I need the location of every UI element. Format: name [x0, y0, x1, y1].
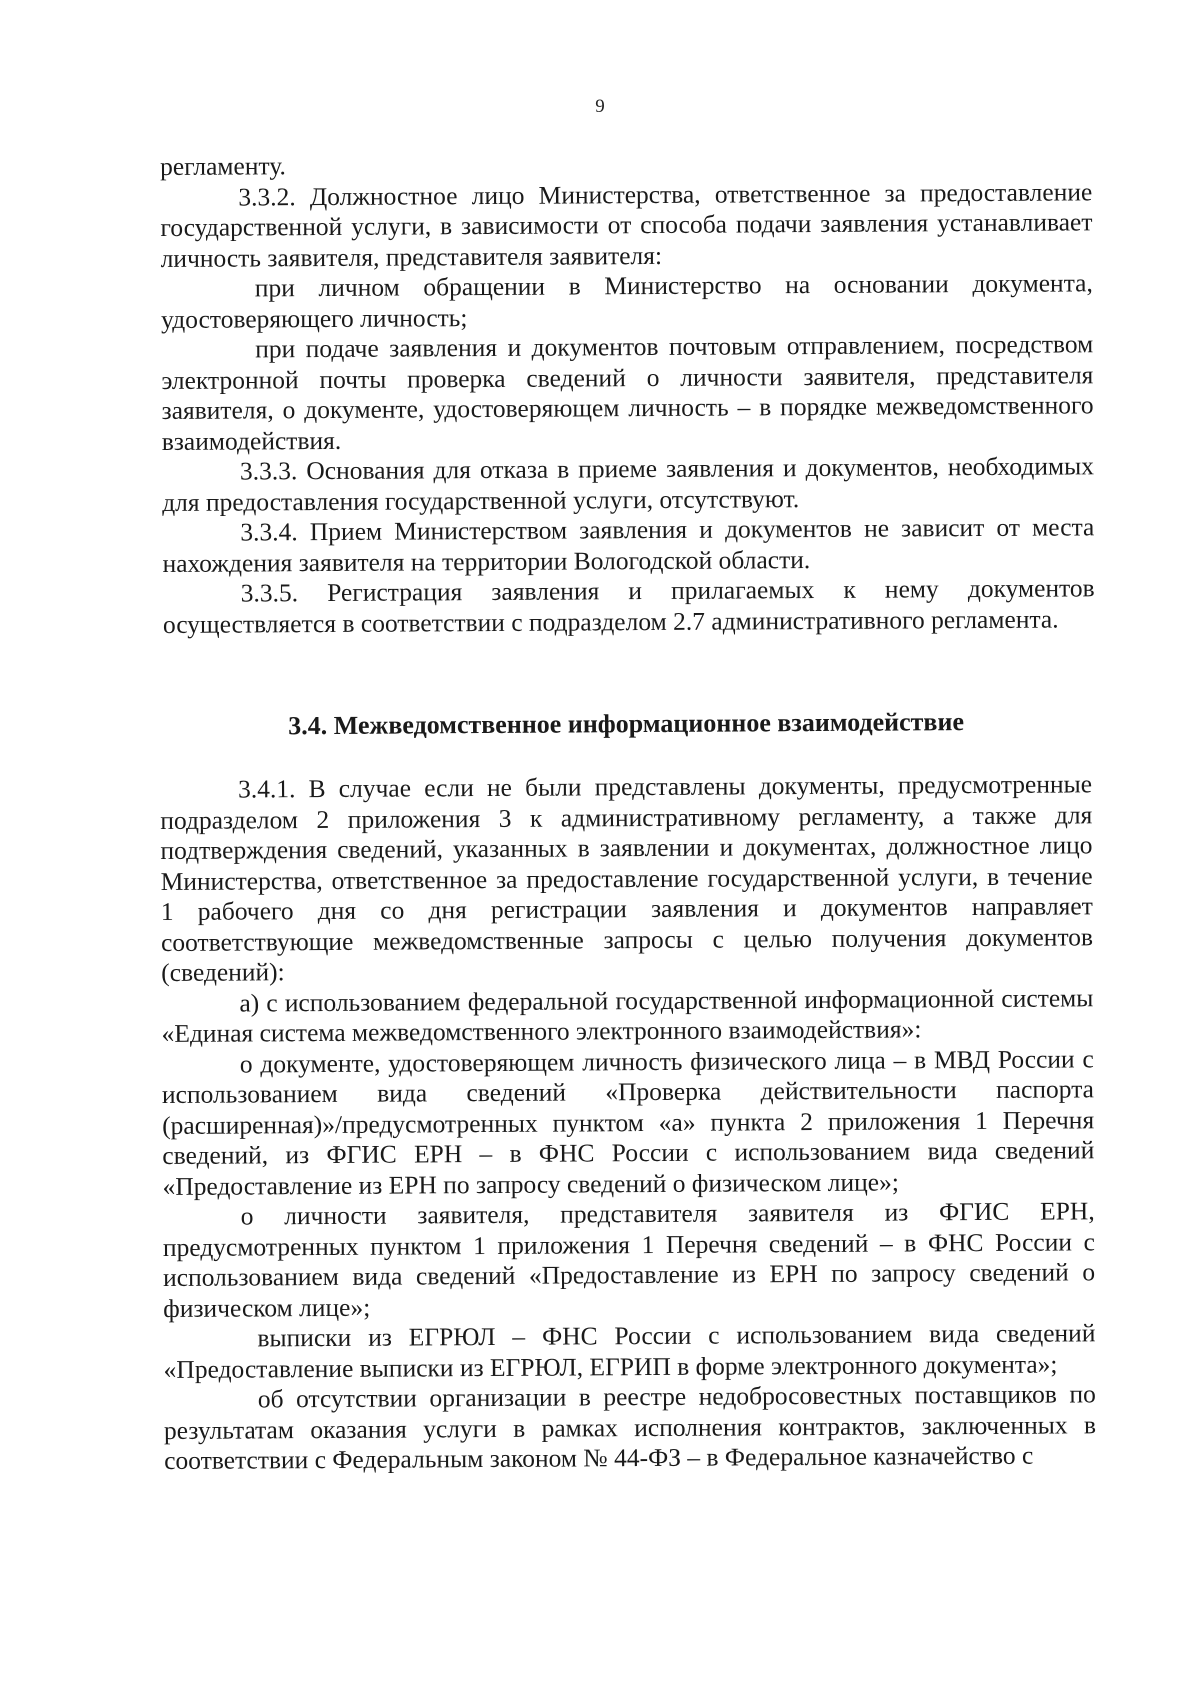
paragraph-egrul-extract: выписки из ЕГРЮЛ – ФНС России с использованием вида сведений «Предоставление выписки из ЕГРЮЛ, ЕГРИП в форме электронного документа»;	[163, 1318, 1096, 1384]
paragraph-personal-appeal: при личном обращении в Министерство на основании документа, удостоверяющего личность;	[160, 268, 1093, 334]
section-text-block	[160, 769, 1096, 1476]
paragraph-3-3-5: 3.3.5. Регистрация заявления и прилагаемых к нему документов осуществляется в соответствии с подразделом 2.7 административного регламента.	[162, 573, 1095, 639]
paragraph-3-3-2: 3.3.2. Должностное лицо Министерства, ответственное за предоставление государственной услуги, в зависимости от способа подачи заявления устанавливает личность заявителя, представителя заявителя:	[160, 176, 1093, 273]
paragraph-identity-document: о документе, удостоверяющем личность физического лица – в МВД России с использованием вида сведений «Проверка действительности паспорта (расширенная)»/предусмотренных пунктом «а» пункта 2 приложения 1 Перечня сведений, из ФГИС ЕРН – в ФНС России с использованием вида сведений «Предоставление из ЕРН по запросу сведений о физическом лице»;	[161, 1043, 1095, 1201]
paragraph-applicant-identity: о личности заявителя, представителя заявителя из ФГИС ЕРН, предусмотренных пунктом 1 приложения 1 Перечня сведений – в ФНС России с использованием вида сведений «Предоставление из ЕРН по запросу сведений о физическом лице»;	[162, 1196, 1096, 1323]
paragraph-3-4-1: 3.4.1. В случае если не были представлены документы, предусмотренные подразделом 2 приложения 3 к административному регламенту, а также для подтверждения сведений, указанных в заявлении и документах, должностное лицо Министерства, ответственное за предоставление государственной услуги, в течение 1 рабочего дня со дня регистрации заявления и документов направляет соответствующие межведомственные запросы с целью получения документов (сведений):	[160, 769, 1094, 987]
paragraph-continuation: регламенту.	[160, 151, 286, 181]
paragraph-supplier-registry: об отсутствии организации в реестре недобросовестных поставщиков по результатам оказания услуги в рамках исполнения контрактов, заключенных в соответствии с Федеральным законом № 44-ФЗ – в Федеральное казначейство с	[163, 1379, 1097, 1475]
top-text-block	[160, 146, 1095, 640]
paragraph-postal-submission: при подаче заявления и документов почтовым отправлением, посредством электронной почты проверка сведений о личности заявителя, представителя заявителя, о документе, удостоверяющем личность – в порядке межведомственного взаимодействия.	[161, 329, 1094, 456]
page-number: 9	[595, 96, 605, 117]
paragraph-item-a: а) с использованием федеральной государственной информационной системы «Единая система межведомственного электронного взаимодействия»:	[161, 982, 1094, 1048]
section-heading: 3.4. Межведомственное информационное взаимодействие	[288, 707, 965, 741]
paragraph-3-3-4: 3.3.4. Прием Министерством заявления и документов не зависит от места нахождения заявителя на территории Вологодской области.	[162, 512, 1095, 578]
paragraph-3-3-3: 3.3.3. Основания для отказа в приеме заявления и документов, необходимых для предоставления государственной услуги, отсутствуют.	[162, 451, 1095, 517]
